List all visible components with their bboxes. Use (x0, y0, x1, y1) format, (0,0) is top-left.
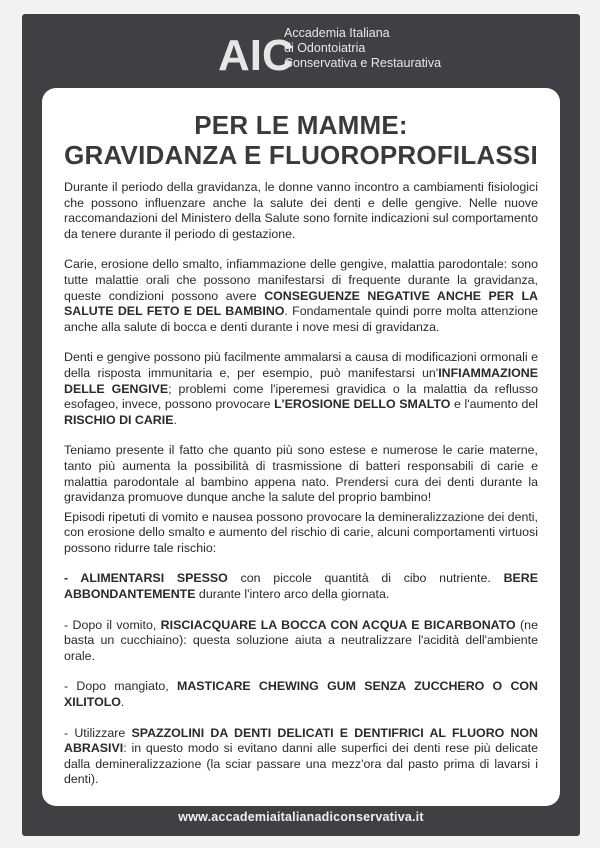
tip-item: - Dopo mangiato, MASTICARE CHEWING GUM SENZA ZUCCHERO O CON XILITOLO. (64, 679, 538, 710)
paragraph-vomit: Episodi ripetuti di vomito e nausea possono provocare la demineralizzazione dei denti, con erosione dello smalto e aumento del rischio di carie, alcuni comportamenti virtuosi possono ridurre tale rischio: (64, 509, 538, 555)
paragraph-transmission: Teniamo presente il fatto che quanto più sono estese e numerose le carie materne, tanto più aumenta la possibilità di trasmissione di batteri responsabili di carie e malattia parodontale al bambino appena nato. Prendersi cura dei denti durante la gravidanza promuove dunque anche la salute del proprio bambino! (64, 443, 538, 505)
tip-item: - Dopo il vomito, RISCIACQUARE LA BOCCA CON ACQUA E BICARBONATO (ne basta un cucchiaino): questa soluzione aiuta a neutralizzare l'acidità dell'ambiente orale. (64, 617, 538, 663)
emphasis: RISCIACQUARE LA BOCCA CON ACQUA E BICARBONATO (160, 617, 516, 632)
tip-item: - ALIMENTARSI SPESSO con piccole quantità di cibo nutriente. BERE ABBONDANTEMENTE durante l'intero arco della giornata. (64, 571, 538, 602)
text: (ne basta un cucchiaino): questa soluzione aiuta a neutralizzare l'acidità dell'ambiente orale. (64, 617, 538, 663)
content-card (42, 88, 560, 806)
emphasis: SPAZZOLINI DA DENTI DELICATI E DENTIFRICI AL FLUORO NON ABRASIVI (64, 725, 538, 756)
emphasis: L'EROSIONE DELLO SMALTO (274, 397, 451, 412)
text: Denti e gengive possono più facilmente ammalarsi a causa di modificazioni ormonali e della risposta immunitaria e, per esempio, può manifestarsi un' (64, 350, 538, 380)
text: e l'aumento del (450, 397, 539, 412)
emphasis: CONSEGUENZE NEGATIVE ANCHE PER LA SALUTE DEL FETO E DEL BAMBINO (64, 288, 538, 319)
text: Dopo mangiato, (76, 679, 177, 694)
paragraph-risks (64, 257, 538, 335)
emphasis: ALIMENTARSI SPESSO (80, 571, 228, 586)
text: durante l'intero arco della giornata. (195, 587, 390, 602)
paragraph-intro: Durante il periodo della gravidanza, le donne vanno incontro a cambiamenti fisiologici che possono influenzare anche la salute dei denti e delle gengive. Nelle nuove raccomandazioni del Ministero della Salute sono fornite indicazioni sul comportamento da tenere durante il periodo di gestazione. (64, 180, 538, 241)
text: . (120, 695, 125, 710)
text: . (173, 412, 177, 427)
poster-frame (22, 14, 580, 836)
org-line: Accademia Italiana (284, 26, 390, 40)
text: . Fondamentale quindi porre molta attenzione anche alla salute di bocca e denti durante i nove mesi di gravidanza. (64, 304, 538, 334)
text: : in questo modo si evitano danni alle superfici dei denti rese più delicate dalla demineralizzazione (la sciar passare una mezz'ora dal pasto prima di lavarsi i denti). (64, 741, 538, 787)
text: ; problemi come l'iperemesi gravidica o la malattia da reflusso esofageo, invece, possono provocare (64, 381, 538, 412)
emphasis: MASTICARE CHEWING GUM SENZA ZUCCHERO O CON XILITOLO (64, 679, 538, 710)
emphasis: INFIAMMAZIONE DELLE GENGIVE (64, 365, 538, 396)
title-line: PER LE MAMME: (194, 110, 408, 140)
text: Carie, erosione dello smalto, infiammazione delle gengive, malattia parodontale: sono tutte malattie orali che possono manifestarsi di frequente durante la gravidanza, queste condizioni possono avere (64, 257, 538, 303)
header (22, 14, 580, 90)
svg-text:AIC: AIC (218, 31, 294, 76)
text: Utilizzare (74, 725, 132, 740)
org-name (284, 26, 441, 71)
emphasis: BERE ABBONDANTEMENTE (64, 571, 538, 602)
article-body (64, 180, 538, 803)
website-link[interactable]: www.accademiaitalianadiconservativa.it (178, 810, 424, 824)
text: Dopo il vomito, (72, 617, 161, 632)
tip-item: - Utilizzare SPAZZOLINI DA DENTI DELICATI E DENTIFRICI AL FLUORO NON ABRASIVI: in questo modo si evitano danni alle superfici dei denti rese più delicate dalla demineralizzazione (la sciar passare una mezz'ora dal pasto prima di lavarsi i denti). (64, 725, 538, 787)
org-line: di Odontoiatria (284, 41, 366, 55)
page-title (42, 110, 560, 170)
text: con piccole quantità di cibo nutriente. (227, 571, 504, 586)
org-line: Conservativa e Restaurativa (284, 56, 442, 70)
emphasis: RISCHIO DI CARIE (64, 412, 174, 427)
title-line: GRAVIDANZA E FLUOROPROFILASSI (64, 140, 538, 170)
paragraph-gums (64, 350, 538, 428)
